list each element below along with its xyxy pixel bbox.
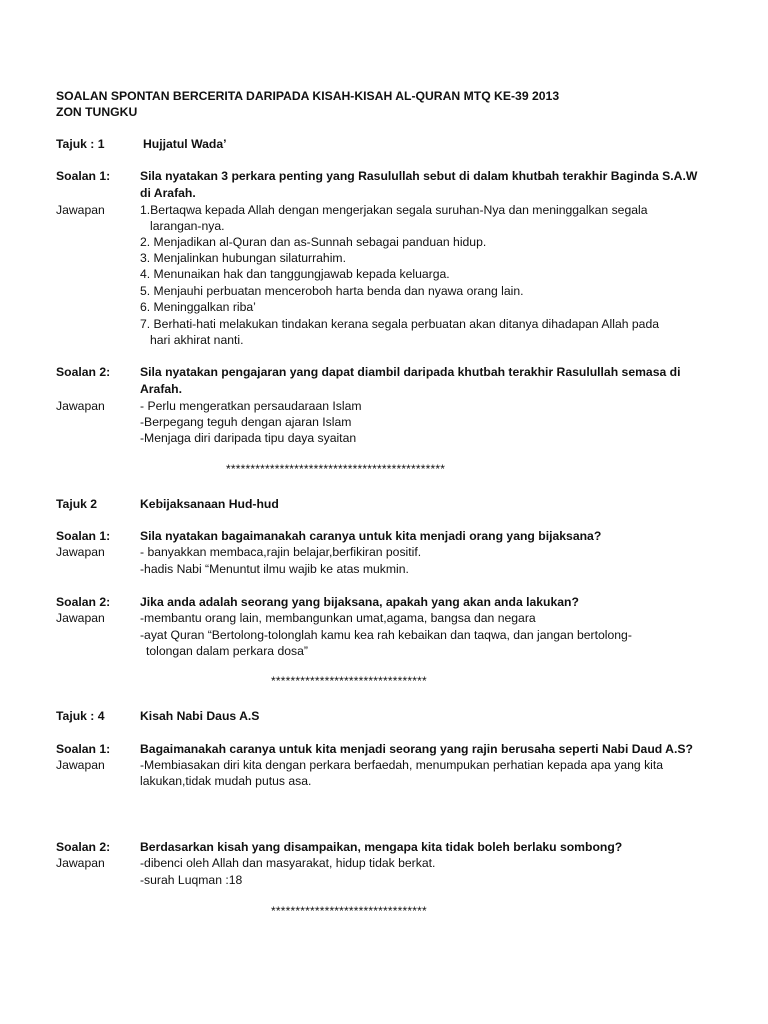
topic4-question2-label: Soalan 2:	[56, 840, 111, 854]
topic2-question1-label: Soalan 1:	[56, 529, 111, 543]
topic1-question1-cont: di Arafah.	[140, 186, 196, 200]
topic4-answer2-label: Jawapan	[56, 856, 105, 870]
answer-line: 6. Meninggalkan riba’	[140, 300, 256, 314]
answer-line: 3. Menjalinkan hubungan silaturrahim.	[140, 251, 346, 265]
answer-line: -surah Luqman :18	[140, 873, 243, 887]
answer-line: - banyakkan membaca,rajin belajar,berfikiran positif.	[140, 545, 422, 559]
answer-line: lakukan,tidak mudah putus asa.	[140, 774, 312, 788]
document-subtitle: ZON TUNGKU	[56, 105, 138, 119]
topic4-question2: Berdasarkan kisah yang disampaikan, mengapa kita tidak boleh berlaku sombong?	[140, 840, 623, 854]
answer-line: -Membiasakan diri kita dengan perkara berfaedah, menumpukan perhatian kepada apa yang kita	[140, 758, 664, 772]
topic4-title: Kisah Nabi Daus A.S	[140, 709, 260, 723]
answer-line: -hadis Nabi “Menuntut ilmu wajib ke atas mukmin.	[140, 562, 409, 576]
answer-line: larangan-nya.	[150, 219, 225, 233]
answer-line: 4. Menunaikan hak dan tanggungjawab kepada keluarga.	[140, 267, 450, 281]
topic1-question2: Sila nyatakan pengajaran yang dapat diambil daripada khutbah terakhir Rasulullah semasa di	[140, 365, 681, 379]
topic4-label: Tajuk : 4	[56, 709, 105, 723]
answer-line: - Perlu mengeratkan persaudaraan Islam	[140, 399, 362, 413]
topic1-answer2-label: Jawapan	[56, 399, 105, 413]
answer-line: -Berpegang teguh dengan ajaran Islam	[140, 415, 352, 429]
topic2-answer1-label: Jawapan	[56, 545, 105, 559]
answer-line: hari akhirat nanti.	[150, 333, 244, 347]
answer-line: -dibenci oleh Allah dan masyarakat, hidup tidak berkat.	[140, 856, 436, 870]
topic2-label: Tajuk 2	[56, 497, 98, 511]
topic1-question1: Sila nyatakan 3 perkara penting yang Rasulullah sebut di dalam khutbah terakhir Baginda S.A.W	[140, 169, 698, 183]
section-divider: ********************************	[271, 674, 427, 688]
topic2-answer2-label: Jawapan	[56, 611, 105, 625]
topic4-answer1-label: Jawapan	[56, 758, 105, 772]
topic2-title: Kebijaksanaan Hud-hud	[140, 497, 279, 511]
document-title: SOALAN SPONTAN BERCERITA DARIPADA KISAH-KISAH AL-QURAN MTQ KE-39 2013	[56, 89, 560, 103]
topic2-question1: Sila nyatakan bagaimanakah caranya untuk kita menjadi orang yang bijaksana?	[140, 529, 602, 543]
answer-line: tolongan dalam perkara dosa”	[146, 644, 308, 658]
topic1-question2-label: Soalan 2:	[56, 365, 111, 379]
answer-line: 7. Berhati-hati melakukan tindakan kerana segala perbuatan akan ditanya dihadapan Allah pada	[140, 317, 660, 331]
topic2-question2-label: Soalan 2:	[56, 595, 111, 609]
topic1-question1-label: Soalan 1:	[56, 169, 111, 183]
section-divider: *********************************************	[226, 462, 446, 476]
answer-line: -Menjaga diri daripada tipu daya syaitan	[140, 431, 357, 445]
answer-line: 2. Menjadikan al-Quran dan as-Sunnah sebagai panduan hidup.	[140, 235, 487, 249]
answer-line: 1.Bertaqwa kepada Allah dengan mengerjakan segala suruhan-Nya dan meninggalkan segala	[140, 203, 648, 217]
topic4-question1: Bagaimanakah caranya untuk kita menjadi seorang yang rajin berusaha seperti Nabi Daud A.S?	[140, 742, 693, 756]
answer-line: -membantu orang lain, membangunkan umat,agama, bangsa dan negara	[140, 611, 536, 625]
topic4-question1-label: Soalan 1:	[56, 742, 111, 756]
topic1-answer1-label: Jawapan	[56, 203, 105, 217]
topic1-label: Tajuk : 1	[56, 137, 105, 151]
answer-line: -ayat Quran “Bertolong-tolonglah kamu kea rah kebaikan dan taqwa, dan jangan bertolong-	[140, 628, 632, 642]
section-divider: ********************************	[271, 904, 427, 918]
answer-line: 5. Menjauhi perbuatan menceroboh harta benda dan nyawa orang lain.	[140, 284, 524, 298]
topic1-title: Hujjatul Wada’	[143, 137, 227, 151]
topic1-question2-cont: Arafah.	[140, 382, 182, 396]
topic2-question2: Jika anda adalah seorang yang bijaksana, apakah yang akan anda lakukan?	[140, 595, 579, 609]
